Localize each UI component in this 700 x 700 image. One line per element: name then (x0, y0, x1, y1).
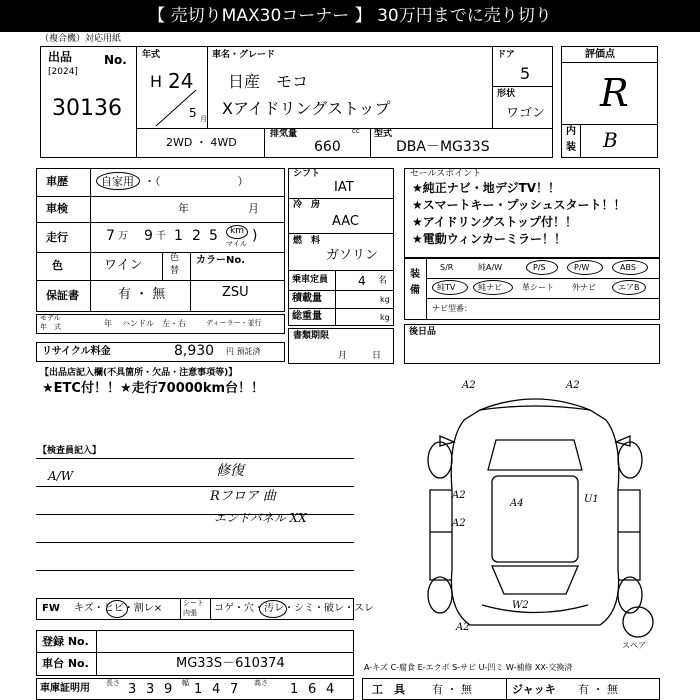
chassis-label: 車台 No. (42, 657, 89, 670)
history-value: 自家用 (101, 175, 134, 188)
post-date-label: 後日品 (409, 327, 437, 337)
cert-hgt-1: 1 (290, 682, 299, 697)
inspector-line-1a: A/W (48, 469, 74, 483)
color-label: 色 (52, 259, 63, 272)
cert-wid-1: 1 (194, 682, 203, 697)
cert-len-label: 長さ (106, 679, 120, 687)
year-divider (136, 86, 208, 128)
fuel-label: 燃 料 (293, 236, 321, 246)
type-value: DBA－MG33S (396, 139, 490, 155)
inspector-line-2: Rフロア 曲 (210, 489, 276, 504)
model-grade: Xアイドリングストップ (222, 99, 391, 118)
mileage-label: 走行 (46, 231, 68, 244)
model-label: 車名・グレード (212, 50, 276, 60)
inspection-label: 車検 (46, 202, 68, 215)
year-month: 5 (189, 106, 197, 120)
mileage-u2: 千 (156, 231, 166, 242)
sales-points-label: セールスポイント (410, 169, 482, 179)
doors-label: ドア (497, 50, 515, 60)
equip-pw: P/W (574, 263, 590, 272)
year-month-unit: 月 (200, 115, 207, 123)
year-era: H (150, 72, 163, 91)
spare-label: スペア (622, 641, 646, 650)
tools-value: 有 ・ 無 (432, 683, 472, 696)
history-label: 車歴 (46, 175, 68, 188)
aircon-label: 冷 房 (293, 200, 321, 210)
doc-deadline-day: 日 (372, 351, 382, 361)
capacity-value: 4 (358, 274, 366, 288)
warranty-value: 有 ・ 無 (118, 287, 166, 302)
lot-no-label: No. (104, 53, 127, 67)
recycle-unit: 円 預託済 (226, 347, 261, 356)
cert-wid-label: 幅 (182, 679, 189, 687)
model-year-label-2: 年 式 (40, 323, 61, 331)
model-year-dealer: ディーラー・並行 (206, 319, 262, 327)
drive-text: 2WD ・ 4WD (166, 136, 237, 149)
equip-tv: 純TV (437, 283, 456, 292)
doc-deadline-month: 月 (338, 351, 348, 361)
shift-label: シフト (293, 169, 321, 179)
sales-point-1: ★純正ナビ・地デジTV！！ (412, 181, 560, 195)
cert-wid-3: 7 (230, 682, 239, 697)
equip-sr: S/R (440, 263, 454, 272)
shift-value: IAT (334, 180, 354, 195)
inspection-year: 年 (178, 202, 189, 215)
sales-point-2: ★スマートキー・プッシュスタート！！ (412, 198, 626, 212)
color-change-2: 替 (170, 266, 180, 276)
equip-aw: 純A/W (478, 263, 503, 272)
displacement-label: 排気量 (270, 129, 298, 139)
cert-len-3: 9 (164, 682, 173, 697)
doors-value: 5 (520, 64, 531, 83)
sales-point-3: ★アイドリングストップ付！！ (412, 215, 577, 229)
equip-leather: 革シート (522, 283, 554, 292)
equipment-label-2: 備 (410, 285, 420, 296)
fw-seat-label-1: シート (183, 599, 204, 607)
cert-hgt-3: 4 (326, 682, 335, 697)
chassis-value: MG33S－610374 (176, 656, 285, 671)
fw-seat-items: コゲ・穴・汚レ・シミ・破レ・スレ (214, 603, 374, 614)
color-value: ワイン (104, 258, 143, 273)
history-rest: ・（ ） (144, 175, 249, 188)
cert-hgt-2: 6 (308, 682, 317, 697)
interior-label-2: 装 (566, 142, 576, 153)
notes-text: ★ETC付！！★走行70000km台！！ (42, 381, 265, 396)
equip-airbag: エアB (618, 283, 640, 292)
mileage-d2: 9 (144, 228, 153, 244)
mileage-d5: 5 (209, 228, 218, 244)
score-value: R (600, 71, 629, 115)
inspector-heading: 【検査員記入】 (38, 446, 102, 456)
recycle-value: 8,930 (174, 343, 215, 359)
equip-ext-navi: 外ナビ (572, 283, 596, 292)
interior-value: B (603, 128, 618, 152)
header-note: （複合機）対応用紙 (40, 34, 122, 44)
color-code-value: ZSU (222, 285, 249, 300)
fuel-value: ガソリン (326, 248, 379, 263)
model-year-label-1: モデル (40, 314, 61, 322)
inspector-line-3: エンドパネル XX (214, 511, 307, 525)
fw-items: キズ・ヒビ・割レ× (74, 603, 163, 614)
mark-a4-roof: A4 (510, 498, 524, 509)
inspection-month: 月 (248, 202, 259, 215)
equip-abs: ABS (620, 263, 636, 272)
warranty-label: 保証書 (46, 289, 79, 302)
inspector-line-1b: 修復 (216, 463, 244, 479)
notes-heading: 【出品店記入欄(不具箇所・欠品・注意事項等)】 (40, 368, 238, 378)
mileage-d4: 2 (192, 228, 201, 244)
tools-label: 工 具 (372, 683, 405, 696)
post-date-block (404, 324, 660, 364)
mileage-d1: 7 (106, 228, 115, 244)
fw-seat-circle (259, 600, 287, 618)
displacement-value: 660 (314, 139, 341, 155)
aircon-value: AAC (332, 214, 359, 229)
mileage-paren: ) (252, 228, 258, 244)
jack-value: 有 ・ 無 (578, 683, 618, 696)
mark-a2-left-front: A2 (452, 490, 466, 501)
mark-a2-front-right: A2 (566, 380, 580, 391)
shape-value: ワゴン (506, 106, 546, 121)
mark-u1-right: U1 (584, 494, 599, 505)
equip-navi-model: ナビ型番： (432, 304, 472, 313)
recycle-label: リサイクル料金 (42, 346, 111, 357)
equipment-label-1: 装 (410, 269, 420, 280)
displacement-unit: cc (352, 127, 360, 135)
color-code-label: カラーNo. (196, 255, 246, 266)
fw-label: FW (42, 603, 60, 614)
model-name: 日産 モコ (228, 72, 309, 91)
cert-hgt-label: 高さ (254, 679, 268, 687)
sales-point-4: ★電動ウィンカーミラー！！ (412, 232, 567, 246)
load-label: 積載量 (292, 293, 322, 304)
capacity-unit: 名 (378, 276, 388, 286)
capacity-label: 乗車定員 (292, 275, 329, 285)
jack-label: ジャッキ (512, 683, 556, 696)
mileage-mile: マイル (226, 240, 247, 248)
spare-tire-icon (623, 607, 653, 637)
registration-label: 登録 No. (42, 635, 89, 648)
cert-len-1: 3 (128, 682, 137, 697)
banner: 【 売切りMAX30コーナー 】 30万円までに売り切り (0, 0, 700, 32)
score-label: 評価点 (585, 49, 615, 60)
mileage-km: km (230, 226, 244, 236)
lot-year-tag: [2024] (48, 67, 78, 77)
mark-a2-left-rear: A2 (452, 518, 466, 529)
mark-w2-rear: W2 (512, 600, 529, 611)
year-label: 年式 (142, 50, 161, 60)
lot-label: 出品 (48, 50, 73, 64)
gross-unit: kg (380, 313, 390, 322)
doc-deadline-label: 書類期限 (293, 331, 330, 341)
legend: A-キズ C-腐食 E-エクボ S-サビ U-凹ミ W-補修 XX-交換済 (364, 663, 573, 672)
mileage-u1: 万 (118, 231, 128, 242)
model-year-year: 年 (104, 319, 112, 328)
interior-label-1: 内 (566, 126, 576, 137)
shape-label: 形状 (497, 89, 516, 99)
mark-a2-rear-left: A2 (456, 622, 470, 633)
color-change-1: 色 (170, 253, 180, 263)
cert-wid-2: 4 (212, 682, 221, 697)
gross-label: 総重量 (292, 311, 322, 322)
type-label: 型式 (374, 129, 393, 139)
lot-number: 30136 (52, 96, 122, 121)
mark-a2-front-left: A2 (462, 380, 476, 391)
cert-len-2: 3 (146, 682, 155, 697)
year-value: 24 (168, 69, 194, 93)
fw-seat-label-2: 内張 (183, 609, 197, 617)
equip-navi: 純ナビ (478, 283, 502, 292)
fw-circle (106, 600, 128, 618)
car-damage-diagram (410, 380, 660, 650)
cert-label: 車庫証明用 (40, 683, 90, 694)
load-unit: kg (380, 295, 390, 304)
mileage-d3: 1 (174, 228, 183, 244)
model-year-handle: ハンドル 左・右 (122, 319, 186, 328)
equip-ps: P/S (533, 263, 546, 272)
